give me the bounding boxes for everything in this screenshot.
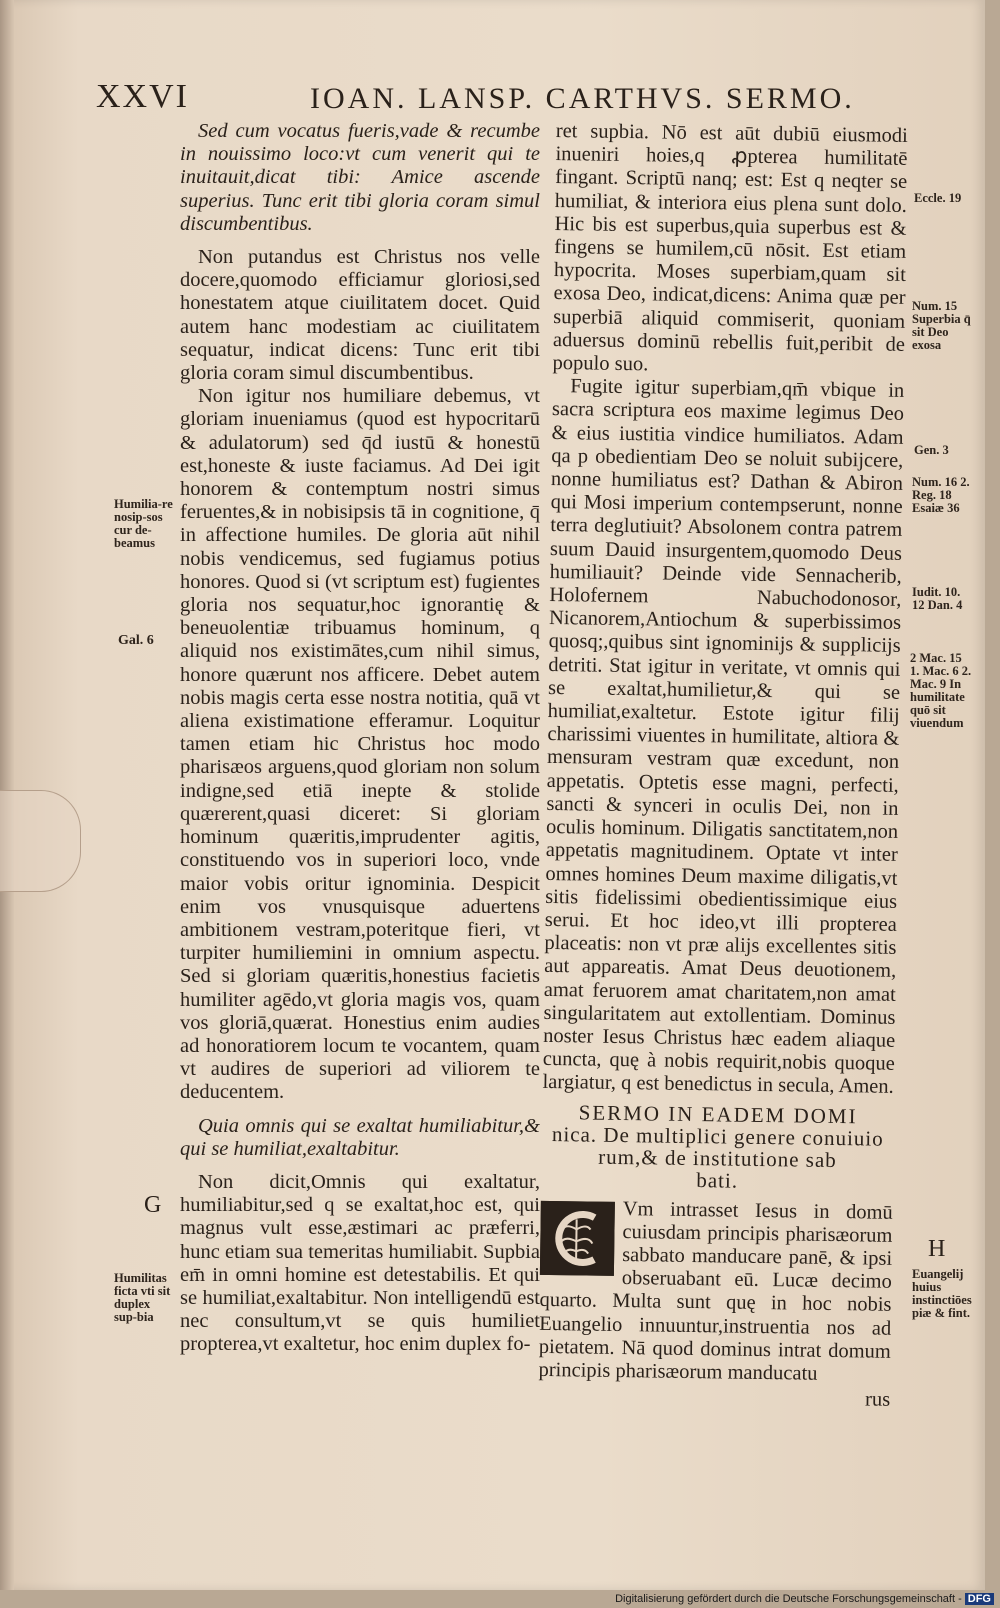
margin-note: Num. 15 Superbia q̄ sit Deo exosa xyxy=(912,299,971,352)
sermon-heading xyxy=(541,1100,894,1193)
paragraph: Quia omnis qui se exaltat humiliabitur,& qui se humiliat,exaltabitur. xyxy=(180,1114,540,1160)
margin-note: Humilitas ficta vti sit duplex sup-bia xyxy=(114,1271,171,1324)
paragraph: Fugite igitur superbiam,qm̄ vbique in sacra scriptura eos maxime legimus Deo & eius iustitia vindice humiliatos. Adam qa p obedientiam Deo se noluit subijcere, nonne humiliatus est? Dathan & Abiron qui Mosi imperium contempserunt, nonne terra deglutiuit? Absolonem contra patrem suum Dauid insurgentem,quomodo Deus humiliauit? Deinde vide Sennacherib, Holofernem Nabuchodonosor, Nicanorem,Antiochum & superbissimos quosq;,quibus sint ignominijs & supplicijs detriti. Stat igitur in veritate, vt omnis qui se exaltat,humilietur,& qui se humiliat,exaltetur. Estote igitur filij charissimi viuentes in humilitate, altiora & mensuram vestram quæ excedunt, non appetatis. Optetis esse magni, perfecti, sancti & synceri in oculis Dei, non in oculis hominum. Diligatis sanctitatem,non appetatis magnitudinem. Optate vt inter omnes homines Deum maxime diligatis,vt sitis fidelissimi obedientissimique eius serui. Et hoc ideo,vt illi propterea placeatis: non vt præ alijs excellentes sitis aut appareatis. Amat Deus deuotionem, amat feruorem amat charitatem,non amat singularitatem aut extollentiam. Dominus noster Iesus Christus hæc eadem aliaque cuncta, quę à nobis requirit,nobis quoque largiatur, q est benedictus in secula, Amen. xyxy=(542,375,905,1099)
folio-number: XXVI xyxy=(96,78,189,115)
sermon-heading-line: rum,& de institutione sab xyxy=(598,1144,837,1172)
text-column-left xyxy=(180,120,540,1357)
sermon-heading-line: nica. De multiplici genere conuiuio xyxy=(551,1121,884,1151)
text-column-right xyxy=(538,120,908,1412)
catchword: rus xyxy=(864,1388,891,1411)
paragraph: Non igitur nos humiliare debemus, vt gloriam inueniamus (quod est hypocritarū & adulatorum) sed q̄d iustū & honestū est,honeste & iuste faciamus. Ad Dei igit honorem & contemptum nostri simus feruentes,& in nobisipsis tā in cognitione, q̄ in affectione humiles. De gloria aūt nihil nobis vendicemus, sed fugiamus potius honores. Quod si (vt scriptum est) fugientes gloria nos sequatur,hoc ignorantię & beneuolentiæ tribuamus hominum, q aliquid nos existimātes,cum nihil simus, honore quærunt nos afficere. Debet autem nobis magis certa esse nostra notitia, quā vt aliena existimatione efferamur. Loquitur tamen etiam hic Christus hoc modo pharisæos arguens,quod gloriam non solum indigne,sed etiā inepte & stolide quærerent,quasi diceret: Si gloriam hominum quæritis,imprudenter agitis, constituendo vos in superiori loco, vnde maior vobis oritur ignominia. Despicit enim vos vnusquisque aduertens ambitionem vestram,poteritque fieri, vt turpiter humiliemini in omnium aspectu. Sed si gloriam quæritis,honestius facietis humiliter agēdo,vt gloria magis vos, quam vos gloriā,quærat. Honestius enim audies ad honoratiorem locum te vocantem, quam vt audires de superiori ad viliorem te deducentem. xyxy=(180,385,540,1104)
margin-note: Euangelij huius instinctiōes piæ & fint. xyxy=(912,1267,972,1320)
margin-note: Iudit. 10. 12 Dan. 4 xyxy=(912,585,963,612)
margin-note: Gal. 6 xyxy=(118,633,154,648)
sermon-heading-line: SERMO IN EADEM DOMI xyxy=(578,1099,858,1128)
paragraph: Sed cum vocatus fueris,vade & recumbe in nouissimo loco:vt cum venerit qui te inuitauit,dicat tibi: Amice ascende superius. Tunc erit tibi gloria coram simul discumbentibus. xyxy=(180,120,540,235)
running-title: IOAN. LANSP. CARTHVS. SERMO. xyxy=(310,82,855,115)
margin-note: 2 Mac. 15 1. Mac. 6 2. Mac. 9 In humilitate quō sit viuendum xyxy=(910,651,972,730)
margin-note: Humilia-re nosip-sos cur de-beamus xyxy=(114,497,173,550)
section-letter: G xyxy=(144,1192,162,1218)
sermon-heading-line: bati. xyxy=(696,1167,739,1193)
paragraph: ret supbia. Nō est aūt dubiū eiusmodi inueniri hoies,q ꝓpterea humilitatē fingant. Scriptū nanq; est: Est q neqter se humiliat, & interiora eius plena sunt dolo. Hic bis est superbus,quia superbus est & fingens se humilem,cū nōsit. Est etiam hypocrita. Moses superbiam,quam sit exosa Deo, indicat,dicens: Anima quæ per superbiā aliquid commiserit, quoniam aduersus dominū rebellis fuit,peribit de populo suo. xyxy=(552,120,908,376)
digitization-footer xyxy=(615,1593,994,1605)
paper-tab xyxy=(0,790,81,892)
margin-note: Num. 16 2. Reg. 18 Esaiæ 36 xyxy=(912,475,970,515)
dfg-logo-icon: DFG xyxy=(965,1593,994,1605)
margin-note: Eccle. 19 xyxy=(914,191,962,205)
decorated-initial-icon xyxy=(540,1200,615,1275)
section-letter: H xyxy=(928,1236,946,1262)
paragraph: Non putandus est Christus nos velle docere,quomodo efficiamur gloriosi,sed honestatem atque ciuilitatem docet. Quid autem hanc modestiam ac ciuilitatem sequatur, indicat dicens: Tunc erit tibi gloria coram simul discumbentibus. xyxy=(180,246,540,385)
page-header xyxy=(96,78,855,118)
sermon-body xyxy=(538,1196,893,1412)
footer-text: Digitalisierung gefördert durch die Deutsche Forschungsgemeinschaft - xyxy=(615,1593,962,1605)
margin-note: Gen. 3 xyxy=(914,443,949,457)
paragraph: Vm intrasset Iesus in domū cuiusdam principis pharisæorum sabbato manducare panē, & ipsi obseruabant eū. Lucæ decimo quarto. Multa sunt quę in hoc nobis Euangelio innuuntur,instruentia nos ad pietatem. Nā quod dominus intrat domum principis pharisæorum manducatu xyxy=(538,1197,893,1385)
paragraph: Non dicit,Omnis qui exaltatur, humiliabitur,sed q se exaltat,hoc est, qui magnus vult esse,æstimari ac præferri, hunc etiam sua temeritas humiliabit. Supbia em̄ in omni homine est detestabilis. Et qui se humiliat,exaltabitur. Non intelligendū est nec consultum,vt se quis humiliet propterea,vt exaltetur, hoc enim duplex fo- xyxy=(180,1170,540,1356)
